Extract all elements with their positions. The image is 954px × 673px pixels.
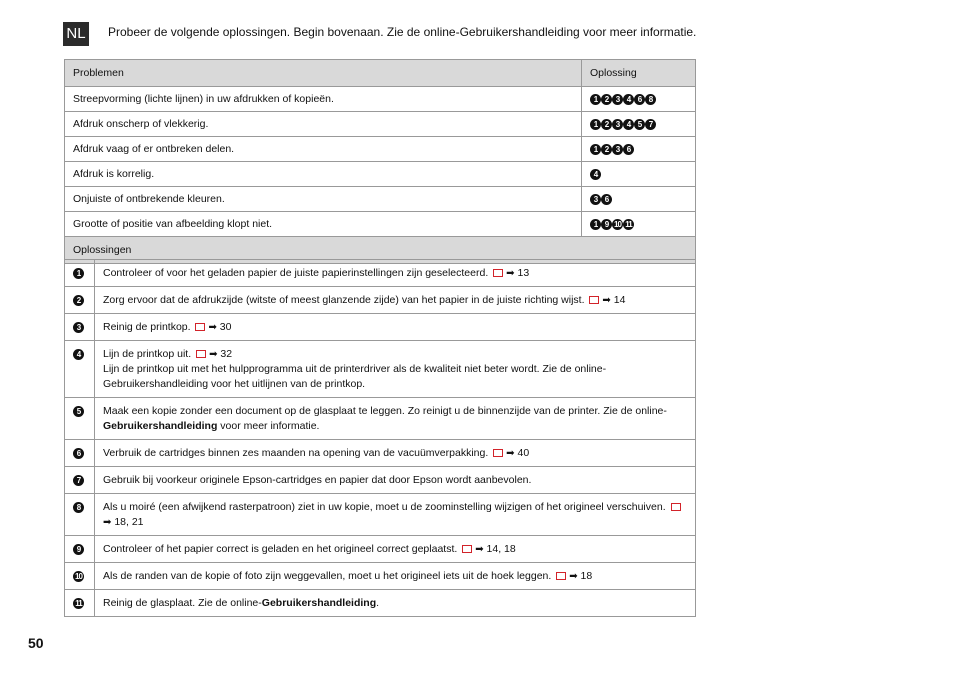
solutions-table bbox=[64, 259, 696, 617]
solution-number-badge: 6 bbox=[634, 94, 645, 105]
solution-number-badge: 3 bbox=[73, 322, 84, 333]
solution-number-badge: 10 bbox=[612, 219, 623, 230]
solution-text-cell bbox=[95, 287, 696, 314]
solution-text-cell bbox=[95, 440, 696, 467]
solution-number-badge: 1 bbox=[590, 144, 601, 155]
page-number: 50 bbox=[28, 635, 44, 651]
solution-text-cell bbox=[95, 494, 696, 536]
solution-row bbox=[65, 467, 696, 494]
book-icon bbox=[589, 296, 599, 304]
solution-text-segment: Gebruikershandleiding bbox=[261, 597, 377, 609]
solution-number-badge: 8 bbox=[73, 502, 84, 513]
table-header-row bbox=[65, 60, 696, 87]
solution-text-cell bbox=[95, 341, 696, 398]
solution-text-segment: voor meer informatie. bbox=[217, 420, 320, 432]
solution-row bbox=[65, 314, 696, 341]
solution-number-badge: 1 bbox=[590, 119, 601, 130]
problem-text: Grootte of positie van afbeelding klopt niet. bbox=[65, 212, 582, 237]
solution-number-cell bbox=[65, 260, 95, 287]
solution-number-badge: 5 bbox=[634, 119, 645, 130]
solution-text-cell bbox=[95, 563, 696, 590]
solution-number-badge: 2 bbox=[601, 94, 612, 105]
arrow-right-icon: ➡ bbox=[208, 322, 217, 333]
page-reference-link[interactable]: 14 bbox=[613, 294, 626, 306]
arrow-right-icon: ➡ bbox=[103, 517, 112, 528]
solution-text-cell bbox=[95, 314, 696, 341]
solution-number-cell bbox=[65, 398, 95, 440]
solution-number-badge: 6 bbox=[623, 144, 634, 155]
problem-row bbox=[65, 162, 696, 187]
book-icon bbox=[493, 449, 503, 457]
solution-number-badge: 2 bbox=[73, 295, 84, 306]
solution-text-segment: Als u moiré (een afwijkend rasterpatroon) ziet in uw kopie, moet u de zoominstelling wijzigen of het origineel verschuiven. bbox=[103, 501, 666, 513]
solution-number-badge: 6 bbox=[601, 194, 612, 205]
solution-row bbox=[65, 494, 696, 536]
solution-number-cell bbox=[65, 440, 95, 467]
arrow-right-icon: ➡ bbox=[475, 544, 484, 555]
page-reference-link[interactable]: 40 bbox=[517, 447, 530, 459]
solution-row bbox=[65, 563, 696, 590]
solution-number-badge: 4 bbox=[73, 349, 84, 360]
solution-text-cell bbox=[95, 536, 696, 563]
solution-text-segment: Reinig de glasplaat. Zie de online- bbox=[103, 597, 262, 609]
book-icon bbox=[462, 545, 472, 553]
problem-text: Afdruk onscherp of vlekkerig. bbox=[65, 112, 582, 137]
book-icon bbox=[671, 503, 681, 511]
language-badge: NL bbox=[63, 22, 89, 46]
book-icon bbox=[195, 323, 205, 331]
solution-refs bbox=[582, 187, 696, 212]
page-reference-link[interactable]: 13 bbox=[517, 267, 530, 279]
solution-text-segment: . bbox=[376, 597, 380, 609]
solution-text-segment: Verbruik de cartridges binnen zes maanden na opening van de vacuümverpakking. bbox=[103, 447, 489, 459]
solution-number-cell bbox=[65, 563, 95, 590]
page-reference-link[interactable]: 14, 18 bbox=[486, 543, 516, 555]
arrow-right-icon: ➡ bbox=[209, 349, 218, 360]
book-icon bbox=[196, 350, 206, 358]
solution-extra-text: Lijn de printkop uit met het hulpprogramma uit de printerdriver als de kwaliteit niet beter wordt. Zie de online-Gebruikershandleiding voor het uitlijnen van de printkop. bbox=[103, 363, 607, 390]
solution-number-cell bbox=[65, 494, 95, 536]
solution-refs bbox=[582, 112, 696, 137]
solution-number-cell bbox=[65, 536, 95, 563]
solution-number-badge: 3 bbox=[590, 194, 601, 205]
solution-number-badge: 4 bbox=[623, 119, 634, 130]
arrow-right-icon: ➡ bbox=[506, 268, 515, 279]
solution-number-badge: 9 bbox=[601, 219, 612, 230]
solution-number-cell bbox=[65, 590, 95, 617]
solution-number-badge: 3 bbox=[612, 119, 623, 130]
solution-row bbox=[65, 590, 696, 617]
page-reference-link[interactable]: 32 bbox=[220, 348, 233, 360]
problem-row bbox=[65, 212, 696, 237]
solution-row bbox=[65, 260, 696, 287]
solution-number-cell bbox=[65, 341, 95, 398]
solution-row bbox=[65, 287, 696, 314]
solution-refs bbox=[582, 87, 696, 112]
solution-number-badge: 10 bbox=[73, 571, 84, 582]
solution-text-segment: Maak een kopie zonder een document op de glasplaat te leggen. Zo reinigt u de binnenzijde van de printer. Zie de online- bbox=[103, 405, 667, 417]
solution-refs bbox=[582, 162, 696, 187]
solution-number-cell bbox=[65, 314, 95, 341]
solution-number-badge: 5 bbox=[73, 406, 84, 417]
solution-row bbox=[65, 398, 696, 440]
solution-number-badge: 4 bbox=[590, 169, 601, 180]
page-reference-link[interactable]: 30 bbox=[219, 321, 232, 333]
arrow-right-icon: ➡ bbox=[569, 571, 578, 582]
intro-text: Probeer de volgende oplossingen. Begin bovenaan. Zie de online-Gebruikershandleiding voor meer informatie. bbox=[108, 25, 697, 39]
solution-number-cell bbox=[65, 287, 95, 314]
solution-number-badge: 2 bbox=[601, 144, 612, 155]
solution-number-badge: 1 bbox=[590, 94, 601, 105]
solution-text-segment: Gebruik bij voorkeur originele Epson-cartridges en papier dat door Epson wordt aanbevolen. bbox=[103, 474, 532, 486]
solution-row bbox=[65, 536, 696, 563]
solution-text-cell bbox=[95, 590, 696, 617]
solution-number-cell bbox=[65, 467, 95, 494]
problem-row bbox=[65, 112, 696, 137]
page-reference-link[interactable]: 18 bbox=[580, 570, 593, 582]
solutions-header: Oplossingen bbox=[65, 237, 696, 264]
col-problems: Problemen bbox=[65, 60, 582, 87]
solution-refs bbox=[582, 137, 696, 162]
solution-number-badge: 3 bbox=[612, 144, 623, 155]
solution-text-cell bbox=[95, 260, 696, 287]
solution-text-segment: Controleer of voor het geladen papier de juiste papierinstellingen zijn geselecteerd. bbox=[103, 267, 489, 279]
problem-row bbox=[65, 87, 696, 112]
solution-number-badge: 1 bbox=[73, 268, 84, 279]
solution-text-segment: Gebruikershandleiding bbox=[103, 420, 218, 432]
solution-text-segment: Reinig de printkop. bbox=[103, 321, 191, 333]
problem-text: Afdruk is korrelig. bbox=[65, 162, 582, 187]
solution-row bbox=[65, 341, 696, 398]
solution-number-badge: 7 bbox=[73, 475, 84, 486]
solution-text-cell bbox=[95, 467, 696, 494]
solution-text-segment: Als de randen van de kopie of foto zijn weggevallen, moet u het origineel iets uit de hoek leggen. bbox=[103, 570, 552, 582]
solution-number-badge: 6 bbox=[73, 448, 84, 459]
problem-text: Streepvorming (lichte lijnen) in uw afdrukken of kopieën. bbox=[65, 87, 582, 112]
solution-number-badge: 1 bbox=[590, 219, 601, 230]
solution-number-badge: 9 bbox=[73, 544, 84, 555]
col-solution: Oplossing bbox=[582, 60, 696, 87]
solution-number-badge: 4 bbox=[623, 94, 634, 105]
troubleshooting-table bbox=[64, 59, 696, 264]
problem-text: Onjuiste of ontbrekende kleuren. bbox=[65, 187, 582, 212]
solution-text-segment: Controleer of het papier correct is geladen en het origineel correct geplaatst. bbox=[103, 543, 458, 555]
solution-text-segment: Lijn de printkop uit. bbox=[103, 348, 192, 360]
solution-row bbox=[65, 440, 696, 467]
solution-number-badge: 7 bbox=[645, 119, 656, 130]
solution-refs bbox=[582, 212, 696, 237]
solution-text-segment: Zorg ervoor dat de afdrukzijde (witste of meest glanzende zijde) van het papier in de juiste richting wijst. bbox=[103, 294, 585, 306]
arrow-right-icon: ➡ bbox=[506, 448, 515, 459]
problem-row bbox=[65, 137, 696, 162]
page-reference-link[interactable]: 18, 21 bbox=[114, 516, 144, 528]
solution-number-badge: 2 bbox=[601, 119, 612, 130]
solution-text-cell bbox=[95, 398, 696, 440]
problem-row bbox=[65, 187, 696, 212]
solution-number-badge: 8 bbox=[645, 94, 656, 105]
book-icon bbox=[493, 269, 503, 277]
solution-number-badge: 11 bbox=[73, 598, 84, 609]
solution-number-badge: 3 bbox=[612, 94, 623, 105]
book-icon bbox=[556, 572, 566, 580]
problem-text: Afdruk vaag of er ontbreken delen. bbox=[65, 137, 582, 162]
solution-number-badge: 11 bbox=[623, 219, 634, 230]
arrow-right-icon: ➡ bbox=[602, 295, 611, 306]
